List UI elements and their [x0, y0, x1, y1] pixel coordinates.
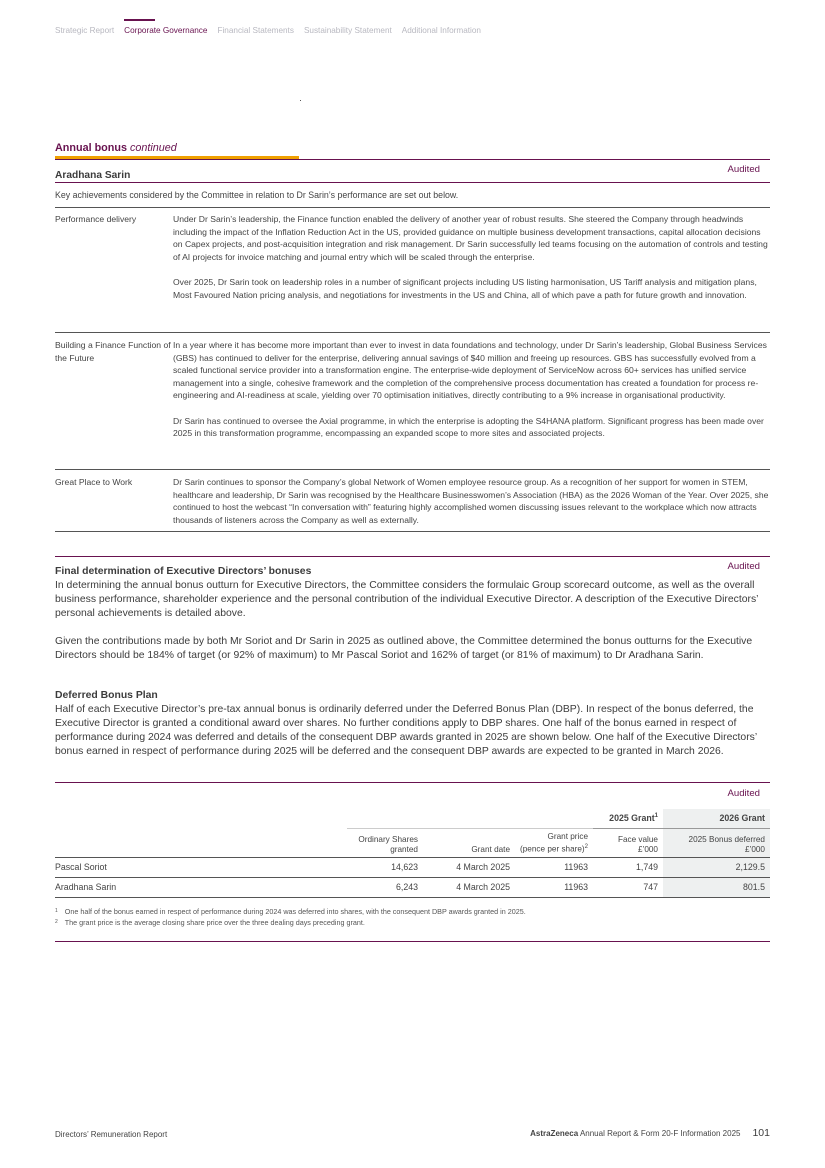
- dbp-table-rule: [55, 782, 770, 783]
- nav-tab-corporate-governance[interactable]: Corporate Governance: [124, 26, 208, 35]
- footnote: $^1$ One half of the bonus earned in respect of performance during 2024 was deferred into shares, with the consequent DBP awards granted in 2025.: [55, 907, 526, 916]
- achievement-row-finance-function: [55, 339, 770, 440]
- page-number: 101: [752, 1127, 770, 1139]
- stray-dot: [300, 100, 301, 101]
- section-title-bold: Annual bonus: [55, 142, 127, 154]
- footer-report-info: [530, 1127, 770, 1139]
- audited-label-sarin: Audited: [727, 164, 760, 175]
- row-divider: [55, 332, 770, 333]
- dbp-heading: Deferred Bonus Plan: [55, 690, 158, 701]
- row-face: 747: [643, 882, 658, 892]
- section-title: [55, 142, 177, 154]
- col-header-bonus-deferred: 2025 Bonus deferred £’000: [663, 828, 770, 857]
- audited-label-table: Audited: [727, 788, 760, 799]
- final-rule: [55, 556, 770, 557]
- row-name: Aradhana Sarin: [55, 882, 117, 892]
- final-heading: Final determination of Executive Directors’ bonuses: [55, 566, 312, 577]
- audited-label-final: Audited: [727, 561, 760, 572]
- table-column-headers: [55, 828, 770, 857]
- col-header-shares: Ordinary Shares granted: [347, 828, 423, 857]
- achievement-paragraph: Dr Sarin continues to sponsor the Company’s global Network of Women employee resource group. As a recognition of her support for women in STEM, healthcare and leadership, Dr Sarin was recognised by the Healthcare Businesswomen’s Association (HBA) as the 2026 Woman of the Year. Over 2025, she continued to host the webcast “In conversation with” featuring highly accomplished women discussing issues relevant to the workplace which now attracts thousands of listeners across the Company as well as externally.: [173, 477, 769, 525]
- table-row: [55, 877, 770, 897]
- final-paragraph-2: Given the contributions made by both Mr Soriot and Dr Sarin in 2025 as outlined above, the Committee determined the bonus outturns for the Executive Directors should be 184% of target (or 92% of maximum) to Mr Pascal Soriot and 162% of target (or 81% of maximum) to Dr Aradhana Sarin.: [55, 636, 753, 661]
- row-price: 11963: [564, 862, 588, 872]
- table-row: [55, 857, 770, 877]
- achievement-label: Performance delivery: [55, 214, 137, 224]
- table-bottom-rule: [55, 531, 770, 532]
- achievement-row-great-place: [55, 476, 770, 526]
- final-paragraph-1: In determining the annual bonus outturn for Executive Directors, the Committee considers the formulaic Group scorecard outcome, as well as the overall business performance, shareholder experience and the personal contribution of the individual Executive Director. A description of the Executive Directors’ personal achievements is detailed above.: [55, 580, 759, 619]
- sarin-intro: Key achievements considered by the Committee in relation to Dr Sarin’s performance are set out below.: [55, 190, 459, 200]
- dbp-paragraph: Half of each Executive Director’s pre-tax annual bonus is ordinarily deferred under the Deferred Bonus Plan (DBP). In respect of the bonus deferred, the Executive Director is granted a conditional award over shares. No further conditions apply to DBP shares. One half of the bonus earned in respect of performance during 2024 was deferred and details of the consequent DBP awards granted in 2025 are shown below. One half of the Executive Directors’ bonus earned in respect of performance during 2025 will be deferred and the consequent DBP awards are expected to be granted in March 2026.: [55, 704, 757, 757]
- nav-tab-financial-statements[interactable]: Financial Statements: [217, 26, 294, 35]
- row-price: 11963: [564, 882, 588, 892]
- row-shares: 6,243: [395, 882, 418, 892]
- nav-tab-sustainability-statement[interactable]: Sustainability Statement: [303, 26, 392, 35]
- nav-tab-strategic-report[interactable]: Strategic Report: [55, 26, 115, 35]
- row-deferred: 2,129.5: [663, 857, 770, 877]
- footnote: $^2$ The grant price is the average closing share price over the three dealing days preceding grant.: [55, 918, 365, 927]
- footer-section-name: Directors’ Remuneration Report: [55, 1130, 168, 1139]
- sarin-heading: Aradhana Sarin: [55, 170, 131, 181]
- row-divider: [55, 469, 770, 470]
- achievement-text: [173, 476, 770, 526]
- achievement-paragraph: Under Dr Sarin’s leadership, the Finance function enabled the delivery of another year of robust results. She steered the Company through headwinds including the impact of the Inflation Reduction Act in the US, provided guidance on multiple business development transactions, capital allocation decisions on Capex projects, and post-acquisition integration and risk management. Dr Sarin successfully led teams focusing on the automation of controls and testing of AI projects for invoice matching and journal entry which will be scaled through the enterprise.: [173, 214, 768, 262]
- achievement-text: [173, 213, 770, 301]
- achievement-label: Building a Finance Function of the Future: [55, 340, 171, 363]
- dbp-awards-table: [55, 809, 770, 898]
- achievement-paragraph: Dr Sarin has continued to oversee the Axial programme, in which the enterprise is adopting the S4HANA platform. Significant progress has been made over 2025 in this transformation programme, encompassing an expanded scope to more sites and associated projects.: [173, 415, 764, 439]
- achievement-row-performance: [55, 213, 770, 301]
- section-rule: [55, 159, 770, 160]
- group-header-2025: 2025 Grant$^1$: [593, 809, 663, 828]
- achievement-text: [173, 339, 770, 440]
- table-top-rule: [55, 207, 770, 208]
- footer-report-title: AstraZeneca Annual Report & Form 20-F Information 2025: [530, 1129, 741, 1138]
- achievement-label: Great Place to Work: [55, 477, 133, 487]
- nav-tab-additional-information[interactable]: Additional Information: [401, 26, 481, 35]
- col-header-grant-date: Grant date: [423, 828, 515, 857]
- achievement-paragraph: Over 2025, Dr Sarin took on leadership roles in a number of significant projects including US listing harmonisation, US Tariff analysis and mitigation plans, Most Favoured Nation pricing analysis, and negotiations for investments in the US and China, all of which pave a path for future growth and innovation.: [173, 276, 757, 300]
- col-header-face-value: Face value £’000: [593, 828, 663, 857]
- section-title-italic: continued: [129, 142, 177, 154]
- sarin-heading-rule: [55, 182, 770, 183]
- footnotes-rule: [55, 941, 770, 942]
- table-group-header: [55, 809, 770, 828]
- row-deferred: 801.5: [663, 877, 770, 897]
- table-footnotes: [55, 906, 526, 928]
- group-header-2026: 2026 Grant: [663, 809, 770, 828]
- row-date: 4 March 2025: [456, 882, 510, 892]
- row-face: 1,749: [635, 862, 658, 872]
- row-date: 4 March 2025: [456, 862, 510, 872]
- final-determination: [55, 565, 770, 663]
- deferred-bonus-plan: [55, 689, 770, 759]
- achievement-paragraph: In a year where it has become more important than ever to invest in data foundations and technology, under Dr Sarin’s leadership, Global Business Services (GBS) has continued to deliver for the enterprise, delivering annual savings of $40 million and freeing up resources. GBS has successfully evolved from a scaled functional service provider into a transformation engine. The enterprise-wide deployment of ServiceNow across 60+ services has unified service management into a single, cohesive framework and the completion of the comprehensive process documentation has created a foundation for process re-engineering and AI-readiness at scale, yielding over 70 optimisation initiatives, directly contributing to a 9% increase in organisational productivity.: [173, 340, 767, 401]
- section-nav: [55, 26, 481, 35]
- row-name: Pascal Soriot: [55, 862, 107, 872]
- col-header-grant-price: Grant price (pence per share)$^2$: [515, 828, 593, 857]
- row-shares: 14,623: [391, 862, 418, 872]
